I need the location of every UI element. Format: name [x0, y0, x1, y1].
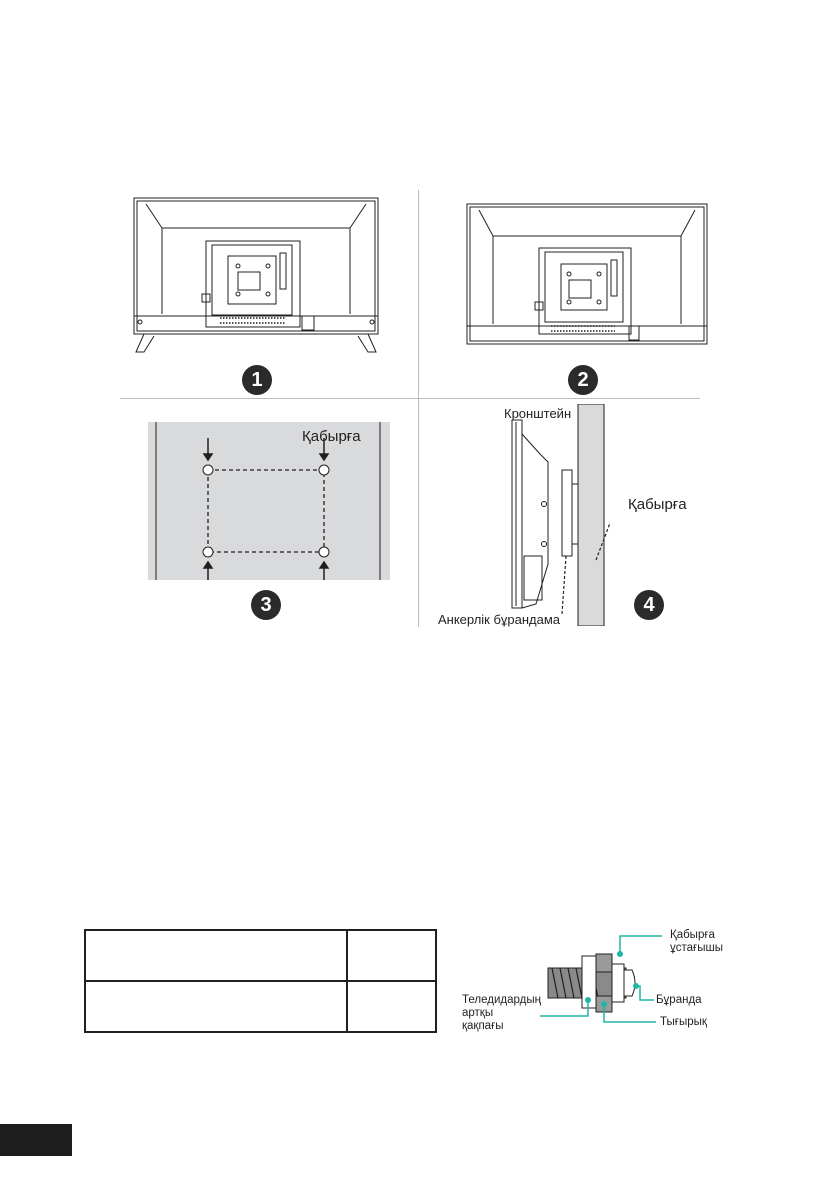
panel-divider-horizontal: [120, 398, 700, 399]
table-cell: [347, 930, 436, 981]
step-4-badge: 4: [634, 590, 664, 620]
table-cell: [85, 930, 347, 981]
screw-label: Бұранда: [656, 994, 702, 1006]
tv-wall-mounted-side-view-illustration: [500, 404, 610, 626]
wall-bracket-label: [670, 929, 723, 955]
tv-back-cover-label: [462, 994, 541, 1033]
anchor-screw-label: Анкерлік бұрандама: [438, 612, 561, 627]
spec-table: [84, 929, 437, 1033]
tv-back-without-stand-illustration: [465, 202, 711, 350]
step-1-badge: 1: [242, 365, 272, 395]
table-cell: [85, 981, 347, 1032]
table-row: [85, 981, 436, 1032]
panel-divider-vertical: [418, 190, 419, 627]
spacer-label: Тығырық: [660, 1016, 707, 1028]
tv-back-with-stand-illustration: [132, 196, 382, 358]
wall-bracket-text: Қабырға ұстағышы: [670, 929, 723, 954]
table-cell: [347, 981, 436, 1032]
page-corner-tab: [0, 1124, 72, 1156]
table-row: [85, 930, 436, 981]
bracket-label: Кронштейн: [504, 406, 572, 421]
screw-assembly-diagram: [536, 928, 672, 1024]
step-4-wall-label: Қабырға: [628, 496, 687, 513]
tv-back-cover-text: Теледидардың артқы қақпағы: [462, 994, 541, 1032]
wall-drilling-template-illustration: [148, 422, 390, 580]
step-3-wall-label: Қабырға: [302, 428, 361, 445]
step-3-badge: 3: [251, 590, 281, 620]
step-2-badge: 2: [568, 365, 598, 395]
